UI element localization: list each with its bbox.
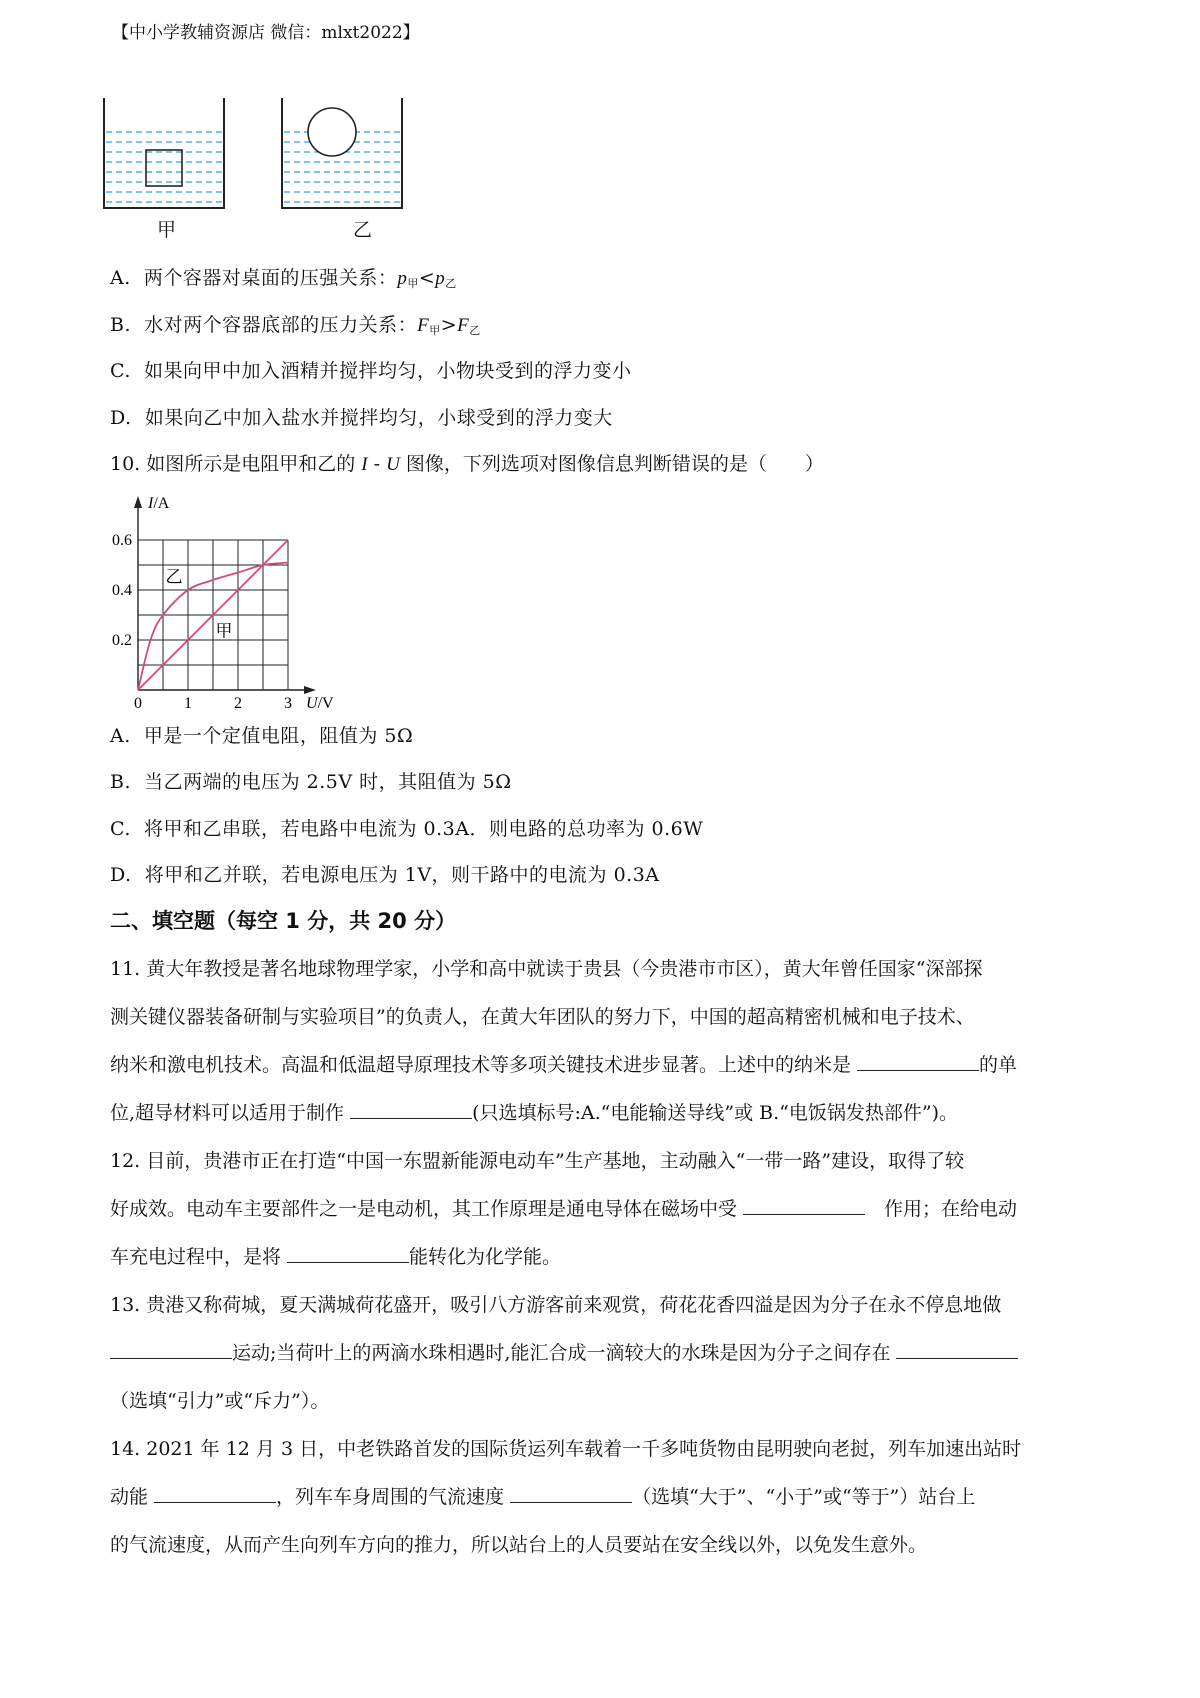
answer-blank[interactable] (896, 1340, 1018, 1359)
q10-option-d: D. 将甲和乙并联，若电源电压为 1V，则干路中的电流为 0.3A (110, 864, 660, 886)
x-tick-label: 2 (234, 695, 242, 710)
answer-blank[interactable] (350, 1100, 472, 1119)
q14-line-3: 的气流速度，从而产生向列车方向的推力，所以站台上的人员要站在安全线以外，以免发生意外。 (110, 1534, 928, 1556)
q14-line-2: 动能 ，列车车身周围的气流速度 （选填“大于”、“小于”或“等于”）站台上 (110, 1486, 976, 1508)
x-axis-label: U/V (306, 695, 334, 710)
y-tick-label: 0.4 (112, 582, 132, 599)
y-tick-label: 0.6 (112, 532, 132, 549)
q9-option-a: A. 两个容器对桌面的压强关系：$p_甲<p_乙$ (110, 267, 457, 290)
x-tick-label: 1 (184, 695, 192, 710)
q13-line-1: 13. 贵港又称荷城，夏天满城荷花盛开，吸引八方游客前来观赏，荷花花香四溢是因为分子在永不停息地做 (110, 1294, 1002, 1316)
container-jia (104, 98, 224, 208)
answer-blank[interactable] (510, 1484, 632, 1503)
ball (308, 108, 356, 156)
y-axis-label: I/A (148, 495, 170, 512)
chart-axes (134, 496, 316, 694)
q11-line-3: 纳米和激电机技术。高温和低温超导原理技术等多项关键技术进步显著。上述中的纳米是 的单 (110, 1054, 1018, 1076)
answer-blank[interactable] (287, 1244, 409, 1263)
iu-chart (100, 492, 380, 710)
answer-blank[interactable] (154, 1484, 276, 1503)
q10-option-b: B. 当乙两端的电压为 2.5V 时，其阻值为 5Ω (110, 771, 512, 793)
label-yi: 乙 (353, 219, 373, 241)
x-axis-arrow (304, 686, 316, 694)
answer-blank[interactable] (857, 1052, 979, 1071)
section-heading: 二、填空题（每空 1 分，共 20 分） (110, 909, 457, 933)
series-label-yi: 乙 (165, 567, 183, 587)
q13-line-3: （选填“引力”或“斥力”）。 (110, 1390, 330, 1412)
q13-line-2: 运动;当荷叶上的两滴水珠相遇时,能汇合成一滴较大的水珠是因为分子之间存在 (110, 1339, 1018, 1367)
series-label-jia: 甲 (215, 621, 233, 641)
q9-option-d: D. 如果向乙中加入盐水并搅拌均匀，小球受到的浮力变大 (110, 407, 613, 429)
q10-stem: 10. 如图所示是电阻甲和乙的 I - U 图像，下列选项对图像信息判断错误的是（ ） (110, 453, 824, 475)
q9-option-c: C. 如果向甲中加入酒精并搅拌均匀，小物块受到的浮力变小 (110, 360, 632, 382)
q11-line-4: 位,超导材料可以适用于制作 (只选填标号:A.“电能输送导线”或 B.“电饭锅发热部件”)。 (110, 1102, 958, 1124)
q10-option-a: A. 甲是一个定值电阻，阻值为 5Ω (110, 725, 414, 747)
q12-line-3: 车充电过程中，是将 能转化为化学能。 (110, 1246, 562, 1268)
y-axis-arrow (134, 496, 142, 508)
q12-line-2: 好成效。电动车主要部件之一是电动机，其工作原理是通电导体在磁场中受 作用；在给电动 (110, 1198, 1018, 1220)
container-yi (282, 98, 402, 208)
q11-line-1: 11. 黄大年教授是著名地球物理学家，小学和高中就读于贵县（今贵港市市区），黄大年曾任国家“深部探 (110, 958, 983, 980)
y-tick-label: 0.2 (112, 632, 132, 649)
q14-line-1: 14. 2021 年 12 月 3 日，中老铁路首发的国际货运列车载着一千多吨货物由昆明驶向老挝，列车加速出站时 (110, 1438, 1022, 1460)
q9-option-b: B. 水对两个容器底部的压力关系：$F_甲>F_乙$ (110, 314, 481, 337)
x-tick-label: 0 (134, 695, 142, 710)
q12-line-1: 12. 目前，贵港市正在打造“中国一东盟新能源电动车”生产基地，主动融入“一带一路”建设，取得了较 (110, 1150, 965, 1172)
watermark-header: 【中小学教辅资源店 微信：mlxt2022】 (112, 23, 420, 43)
label-jia: 甲 (157, 219, 177, 241)
answer-blank[interactable] (743, 1196, 865, 1215)
q10-option-c: C. 将甲和乙串联，若电路中电流为 0.3A．则电路的总功率为 0.6W (110, 818, 704, 840)
chart-labels (112, 495, 334, 710)
answer-blank[interactable] (110, 1340, 232, 1359)
q11-line-2: 测关键仪器装备研制与实验项目”的负责人，在黄大年团队的努力下，中国的超高精密机械和电子技术、 (110, 1006, 975, 1028)
x-tick-label: 3 (284, 695, 292, 710)
